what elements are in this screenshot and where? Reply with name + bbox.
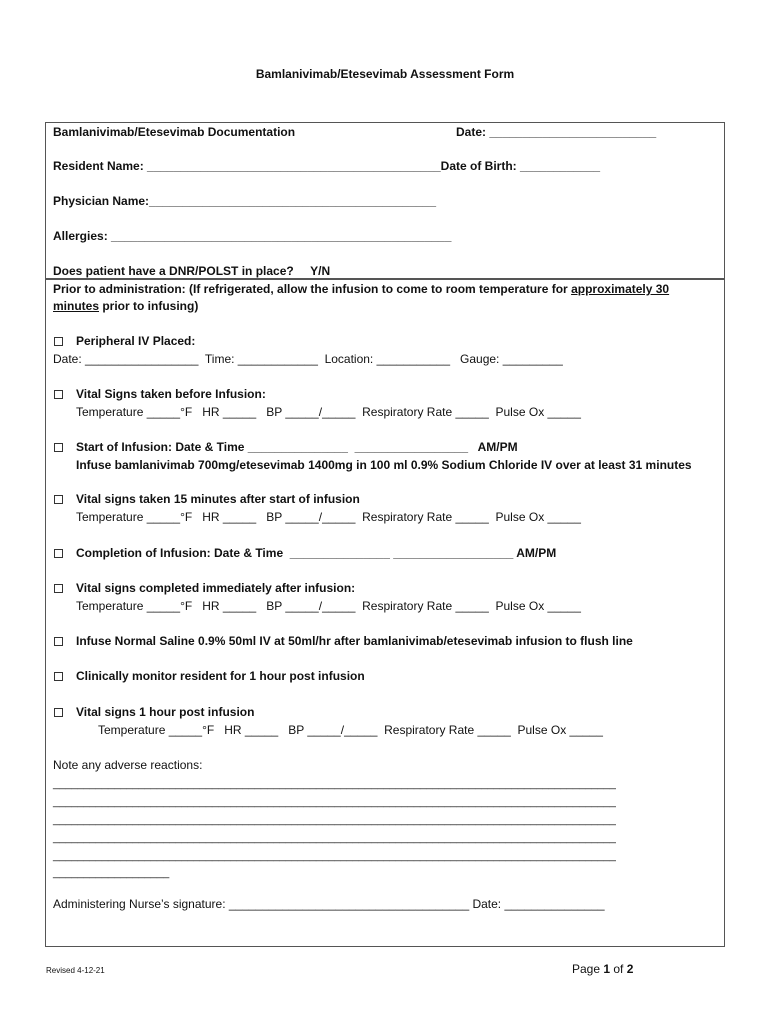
peripheral-iv-fields[interactable]: Date: _________________ Time: ____________ Location: ___________ Gauge: _________ bbox=[53, 352, 563, 366]
resident-name-field[interactable]: Resident Name: ____________________________________________Date of Birth: ____________ bbox=[53, 159, 601, 173]
page-total: 2 bbox=[626, 962, 634, 976]
vitals-after-checkbox[interactable] bbox=[54, 584, 63, 593]
completion-checkbox[interactable] bbox=[54, 549, 63, 558]
page-number bbox=[572, 962, 633, 976]
vitals-before-fields[interactable]: Temperature _____°F HR _____ BP _____/_____ Respiratory Rate _____ Pulse Ox _____ bbox=[76, 405, 581, 419]
vitals-15-checkbox[interactable] bbox=[54, 495, 63, 504]
documentation-label: Bamlanivimab/Etesevimab Documentation bbox=[53, 125, 296, 139]
page-current: 1 bbox=[603, 962, 611, 976]
vitals-15-label: Vital signs taken 15 minutes after start of infusion bbox=[76, 492, 360, 506]
monitor-label: Clinically monitor resident for 1 hour post infusion bbox=[76, 669, 365, 683]
vitals-1hr-fields[interactable]: Temperature _____°F HR _____ BP _____/_____ Respiratory Rate _____ Pulse Ox _____ bbox=[98, 723, 603, 737]
adverse-line[interactable]: ____________________________________________________________________________________________ bbox=[53, 850, 616, 862]
dnr-question[interactable]: Does patient have a DNR/POLST in place? Y/N bbox=[53, 264, 331, 278]
prior-instruction-line2 bbox=[53, 299, 198, 313]
prior-time-underlined: approximately 30 bbox=[571, 282, 670, 296]
page-prefix: Page bbox=[572, 962, 604, 976]
vitals-1hr-label: Vital signs 1 hour post infusion bbox=[76, 705, 255, 719]
vitals-before-checkbox[interactable] bbox=[54, 390, 63, 399]
infuse-instruction: Infuse bamlanivimab 700mg/etesevimab 1400mg in 100 ml 0.9% Sodium Chloride IV over at least 31 minutes bbox=[76, 458, 692, 472]
monitor-checkbox[interactable] bbox=[54, 672, 63, 681]
vitals-after-fields[interactable]: Temperature _____°F HR _____ BP _____/_____ Respiratory Rate _____ Pulse Ox _____ bbox=[76, 599, 581, 613]
vitals-1hr-checkbox[interactable] bbox=[54, 708, 63, 717]
adverse-label: Note any adverse reactions: bbox=[53, 758, 203, 772]
start-infusion-checkbox[interactable] bbox=[54, 443, 63, 452]
revised-date: Revised 4-12-21 bbox=[46, 966, 105, 975]
peripheral-iv-label: Peripheral IV Placed: bbox=[76, 334, 196, 348]
normal-saline-label: Infuse Normal Saline 0.9% 50ml IV at 50ml/hr after bamlanivimab/etesevimab infusion to flush line bbox=[76, 634, 633, 648]
prior-instruction-line1 bbox=[53, 282, 669, 296]
nurse-signature-field[interactable]: Administering Nurse’s signature: ____________________________________ Date: _______________ bbox=[53, 897, 605, 911]
physician-name-field[interactable]: Physician Name:___________________________________________ bbox=[53, 194, 437, 208]
vitals-15-fields[interactable]: Temperature _____°F HR _____ BP _____/_____ Respiratory Rate _____ Pulse Ox _____ bbox=[76, 510, 581, 524]
adverse-line[interactable]: ____________________________________________________________________________________________ bbox=[53, 796, 616, 808]
page-of: of bbox=[610, 962, 627, 976]
prior-text: Prior to administration: (If refrigerated, allow the infusion to come to room temperature for bbox=[53, 282, 572, 296]
prior-rest-text: prior to infusing) bbox=[99, 299, 199, 313]
vitals-before-label: Vital Signs taken before Infusion: bbox=[76, 387, 266, 401]
form-title: Bamlanivimab/Etesevimab Assessment Form bbox=[255, 67, 515, 81]
peripheral-iv-checkbox[interactable] bbox=[54, 337, 63, 346]
completion-label[interactable]: Completion of Infusion: Date & Time _______________ __________________ AM/PM bbox=[76, 546, 557, 560]
adverse-line[interactable]: ____________________________________________________________________________________________ bbox=[53, 832, 616, 844]
adverse-line[interactable]: ____________________________________________________________________________________________ bbox=[53, 778, 616, 790]
date-field[interactable]: Date: _________________________ bbox=[456, 125, 657, 139]
adverse-line-short[interactable]: ___________________ bbox=[53, 867, 170, 879]
prior-minutes-underlined: minutes bbox=[53, 299, 100, 313]
adverse-line[interactable]: ____________________________________________________________________________________________ bbox=[53, 814, 616, 826]
start-infusion-label[interactable]: Start of Infusion: Date & Time _______________ _________________ AM/PM bbox=[76, 440, 518, 454]
allergies-field[interactable]: Allergies: ___________________________________________________ bbox=[53, 229, 452, 243]
vitals-after-label: Vital signs completed immediately after infusion: bbox=[76, 581, 356, 595]
normal-saline-checkbox[interactable] bbox=[54, 637, 63, 646]
